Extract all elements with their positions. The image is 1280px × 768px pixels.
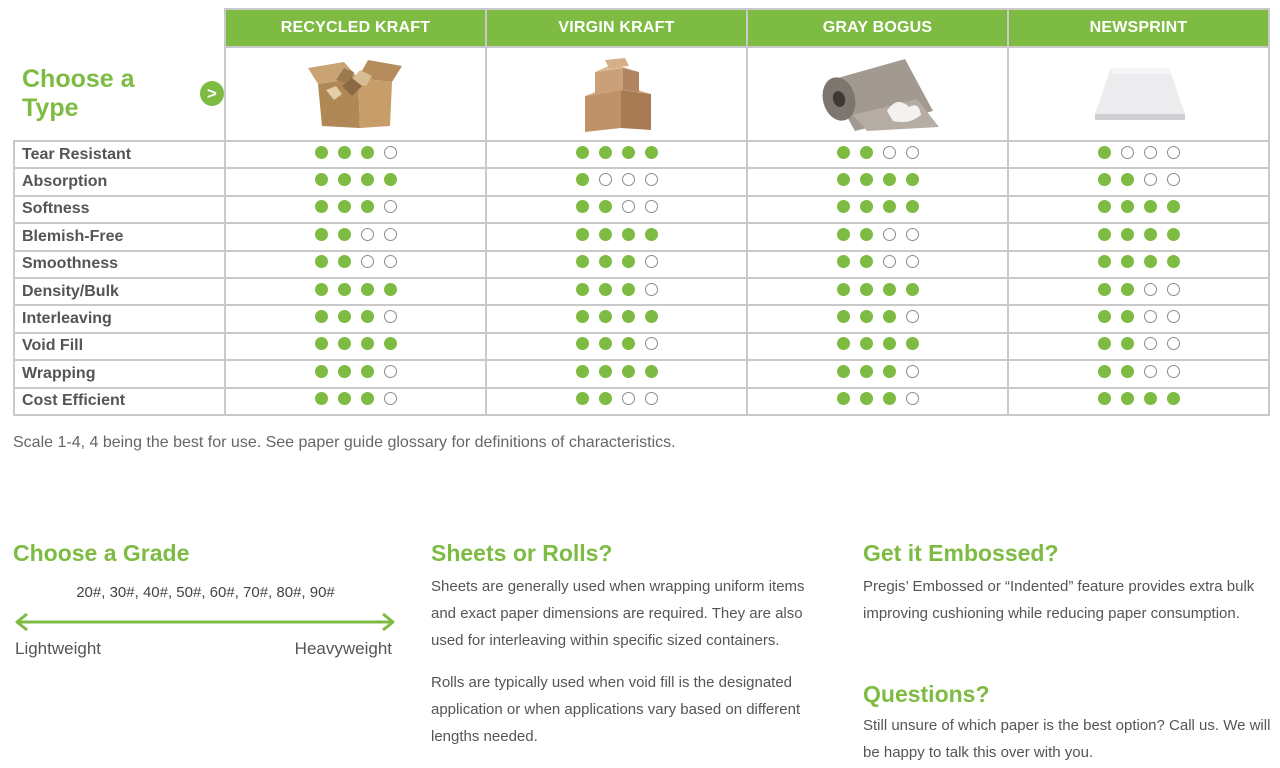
filled-dot-icon (1098, 365, 1111, 378)
rating-cell (1008, 360, 1269, 387)
rating-cell (486, 333, 747, 360)
empty-dot-icon (1144, 173, 1157, 186)
rating-cell (747, 223, 1008, 250)
filled-dot-icon (599, 337, 612, 350)
arrow-right-icon[interactable]: > (200, 81, 224, 106)
characteristic-label: Cost Efficient (14, 388, 225, 415)
filled-dot-icon (1144, 392, 1157, 405)
filled-dot-icon (860, 337, 873, 350)
filled-dot-icon (906, 283, 919, 296)
rating-dots (1098, 173, 1180, 186)
filled-dot-icon (1098, 310, 1111, 323)
heavyweight-label: Heavyweight (294, 639, 392, 658)
empty-dot-icon (883, 255, 896, 268)
rating-row (14, 141, 1269, 168)
characteristic-label: Density/Bulk (14, 278, 225, 305)
filled-dot-icon (1121, 255, 1134, 268)
filled-dot-icon (906, 200, 919, 213)
filled-dot-icon (622, 146, 635, 159)
filled-dot-icon (338, 255, 351, 268)
empty-dot-icon (1121, 146, 1134, 159)
rating-dots (576, 310, 658, 323)
filled-dot-icon (860, 255, 873, 268)
empty-dot-icon (645, 200, 658, 213)
filled-dot-icon (1121, 365, 1134, 378)
rating-cell (1008, 305, 1269, 332)
filled-dot-icon (338, 228, 351, 241)
filled-dot-icon (361, 200, 374, 213)
rating-cell (747, 388, 1008, 415)
rating-dots (1098, 200, 1180, 213)
rating-dots (1098, 283, 1180, 296)
filled-dot-icon (599, 255, 612, 268)
filled-dot-icon (361, 392, 374, 405)
filled-dot-icon (1098, 173, 1111, 186)
rating-dots (1098, 228, 1180, 241)
empty-dot-icon (622, 200, 635, 213)
filled-dot-icon (1098, 392, 1111, 405)
filled-dot-icon (315, 255, 328, 268)
rating-dots (1098, 365, 1180, 378)
questions-heading: Questions? (863, 681, 990, 707)
choose-type-label: Choose a Type (22, 64, 135, 122)
rating-cell (486, 360, 747, 387)
filled-dot-icon (622, 283, 635, 296)
rating-dots (315, 173, 397, 186)
rating-cell (486, 141, 747, 168)
filled-dot-icon (860, 283, 873, 296)
rating-dots (576, 337, 658, 350)
gray-bogus-image-cell[interactable] (747, 47, 1008, 141)
rating-cell (747, 360, 1008, 387)
rating-cell (225, 196, 486, 223)
filled-dot-icon (315, 200, 328, 213)
filled-dot-icon (1098, 283, 1111, 296)
rating-cell (486, 278, 747, 305)
rating-cell (747, 168, 1008, 195)
choose-type-cell (14, 47, 225, 141)
rating-row (14, 278, 1269, 305)
filled-dot-icon (1121, 337, 1134, 350)
filled-dot-icon (361, 283, 374, 296)
filled-dot-icon (883, 337, 896, 350)
empty-dot-icon (1144, 365, 1157, 378)
empty-dot-icon (384, 255, 397, 268)
filled-dot-icon (860, 392, 873, 405)
filled-dot-icon (1121, 200, 1134, 213)
recycled-kraft-image-cell[interactable] (225, 47, 486, 141)
rating-row (14, 196, 1269, 223)
column-header-gray-bogus[interactable]: GRAY BOGUS (747, 9, 1008, 47)
empty-dot-icon (645, 283, 658, 296)
filled-dot-icon (315, 392, 328, 405)
filled-dot-icon (599, 365, 612, 378)
rating-dots (837, 228, 919, 241)
filled-dot-icon (837, 146, 850, 159)
rating-dots (837, 255, 919, 268)
sheets-paragraph: Sheets are generally used when wrapping uniform items and exact paper dimensions are required. They are also used for interleaving within specific sized containers. (431, 578, 805, 649)
empty-dot-icon (384, 310, 397, 323)
filled-dot-icon (576, 173, 589, 186)
rating-dots (315, 283, 397, 296)
paper-comparison-table (13, 8, 1270, 416)
filled-dot-icon (361, 173, 374, 186)
filled-dot-icon (338, 200, 351, 213)
empty-dot-icon (1144, 283, 1157, 296)
characteristic-label: Smoothness (14, 251, 225, 278)
filled-dot-icon (338, 173, 351, 186)
filled-dot-icon (622, 228, 635, 241)
filled-dot-icon (1098, 228, 1111, 241)
filled-dot-icon (860, 365, 873, 378)
filled-dot-icon (338, 392, 351, 405)
filled-dot-icon (837, 228, 850, 241)
rolls-paragraph: Rolls are typically used when void fill is the designated application or when applications vary based on different lengths needed. (431, 674, 801, 745)
empty-dot-icon (645, 255, 658, 268)
rating-row (14, 305, 1269, 332)
rating-cell (1008, 278, 1269, 305)
rating-dots (576, 173, 658, 186)
filled-dot-icon (622, 310, 635, 323)
filled-dot-icon (1098, 255, 1111, 268)
empty-dot-icon (645, 173, 658, 186)
rating-dots (315, 200, 397, 213)
rating-cell (486, 168, 747, 195)
filled-dot-icon (384, 283, 397, 296)
filled-dot-icon (361, 310, 374, 323)
embossed-heading: Get it Embossed? (863, 540, 1059, 566)
empty-dot-icon (1167, 337, 1180, 350)
filled-dot-icon (883, 392, 896, 405)
filled-dot-icon (645, 310, 658, 323)
rating-row (14, 360, 1269, 387)
rating-cell (225, 168, 486, 195)
rating-dots (837, 392, 919, 405)
newsprint-image-cell[interactable] (1008, 47, 1269, 141)
choose-type-heading (22, 65, 224, 123)
scale-footnote: Scale 1-4, 4 being the best for use. See paper guide glossary for definitions of characteristics. (13, 434, 676, 451)
rating-dots (315, 146, 397, 159)
filled-dot-icon (576, 310, 589, 323)
filled-dot-icon (860, 146, 873, 159)
header-blank-cell (14, 9, 225, 47)
rating-cell (1008, 168, 1269, 195)
rating-cell (225, 305, 486, 332)
filled-dot-icon (837, 173, 850, 186)
filled-dot-icon (361, 365, 374, 378)
rating-cell (1008, 223, 1269, 250)
empty-dot-icon (384, 228, 397, 241)
rating-dots (576, 146, 658, 159)
empty-dot-icon (1167, 365, 1180, 378)
virgin-kraft-image-cell[interactable] (486, 47, 747, 141)
filled-dot-icon (576, 255, 589, 268)
empty-dot-icon (1144, 146, 1157, 159)
rating-row (14, 388, 1269, 415)
characteristic-label: Wrapping (14, 360, 225, 387)
filled-dot-icon (338, 337, 351, 350)
rating-dots (837, 365, 919, 378)
filled-dot-icon (599, 146, 612, 159)
rating-dots (837, 310, 919, 323)
empty-dot-icon (622, 392, 635, 405)
embossed-paragraph: Pregis’ Embossed or “Indented” feature provides extra bulk improving cushioning while reducing paper consumption. (863, 578, 1255, 622)
characteristic-label: Void Fill (14, 333, 225, 360)
empty-dot-icon (906, 146, 919, 159)
type-header-row (14, 9, 1269, 47)
characteristic-label: Softness (14, 196, 225, 223)
rating-dots (1098, 255, 1180, 268)
filled-dot-icon (837, 283, 850, 296)
empty-dot-icon (1144, 337, 1157, 350)
rating-dots (576, 228, 658, 241)
empty-dot-icon (645, 392, 658, 405)
rating-cell (1008, 333, 1269, 360)
filled-dot-icon (315, 337, 328, 350)
empty-dot-icon (1167, 146, 1180, 159)
empty-dot-icon (906, 310, 919, 323)
rating-dots (1098, 310, 1180, 323)
filled-dot-icon (338, 365, 351, 378)
rating-cell (225, 223, 486, 250)
rating-dots (1098, 337, 1180, 350)
filled-dot-icon (384, 337, 397, 350)
sheet-stack-image (1089, 64, 1189, 124)
filled-dot-icon (576, 283, 589, 296)
empty-dot-icon (645, 337, 658, 350)
filled-dot-icon (837, 310, 850, 323)
characteristic-label: Interleaving (14, 305, 225, 332)
filled-dot-icon (837, 255, 850, 268)
filled-dot-icon (315, 283, 328, 296)
filled-dot-icon (315, 365, 328, 378)
rating-cell (225, 251, 486, 278)
double-arrow-icon (13, 612, 397, 632)
rating-cell (1008, 196, 1269, 223)
rating-cell (486, 196, 747, 223)
empty-dot-icon (883, 146, 896, 159)
filled-dot-icon (338, 283, 351, 296)
filled-dot-icon (1167, 255, 1180, 268)
filled-dot-icon (860, 173, 873, 186)
rating-cell (486, 223, 747, 250)
rating-cell (1008, 388, 1269, 415)
filled-dot-icon (1098, 200, 1111, 213)
filled-dot-icon (315, 228, 328, 241)
filled-dot-icon (645, 365, 658, 378)
filled-dot-icon (837, 392, 850, 405)
empty-dot-icon (906, 255, 919, 268)
filled-dot-icon (883, 365, 896, 378)
rating-dots (315, 228, 397, 241)
rating-dots (837, 200, 919, 213)
rating-dots (576, 200, 658, 213)
column-header-newsprint[interactable]: NEWSPRINT (1008, 9, 1269, 47)
paper-roll-image (813, 55, 943, 133)
rating-cell (486, 388, 747, 415)
rating-dots (576, 365, 658, 378)
filled-dot-icon (883, 173, 896, 186)
filled-dot-icon (883, 283, 896, 296)
characteristic-label: Absorption (14, 168, 225, 195)
rating-dots (837, 146, 919, 159)
questions-paragraph: Still unsure of which paper is the best option? Call us. We will be happy to talk this over with you. (863, 717, 1271, 761)
rating-dots (837, 173, 919, 186)
filled-dot-icon (1167, 392, 1180, 405)
empty-dot-icon (906, 365, 919, 378)
empty-dot-icon (384, 146, 397, 159)
rating-dots (315, 392, 397, 405)
rating-row (14, 333, 1269, 360)
filled-dot-icon (599, 283, 612, 296)
characteristic-label: Tear Resistant (14, 141, 225, 168)
rating-dots (1098, 392, 1180, 405)
rating-row (14, 251, 1269, 278)
filled-dot-icon (1098, 146, 1111, 159)
filled-dot-icon (338, 146, 351, 159)
filled-dot-icon (837, 365, 850, 378)
filled-dot-icon (361, 337, 374, 350)
rating-cell (486, 305, 747, 332)
filled-dot-icon (576, 200, 589, 213)
rating-row (14, 168, 1269, 195)
embossed-section (863, 540, 1263, 627)
filled-dot-icon (906, 173, 919, 186)
filled-dot-icon (315, 146, 328, 159)
empty-dot-icon (1167, 283, 1180, 296)
empty-dot-icon (1144, 310, 1157, 323)
filled-dot-icon (576, 228, 589, 241)
filled-dot-icon (1144, 200, 1157, 213)
filled-dot-icon (599, 228, 612, 241)
wrapped-packages-image (577, 54, 657, 134)
filled-dot-icon (576, 337, 589, 350)
rating-dots (576, 255, 658, 268)
filled-dot-icon (1144, 228, 1157, 241)
empty-dot-icon (384, 200, 397, 213)
filled-dot-icon (622, 255, 635, 268)
filled-dot-icon (315, 310, 328, 323)
rating-dots (576, 392, 658, 405)
rating-dots (576, 283, 658, 296)
rating-cell (486, 251, 747, 278)
rating-dots (837, 337, 919, 350)
column-header-virgin-kraft[interactable]: VIRGIN KRAFT (486, 9, 747, 47)
filled-dot-icon (576, 365, 589, 378)
filled-dot-icon (599, 392, 612, 405)
rating-cell (747, 278, 1008, 305)
filled-dot-icon (645, 228, 658, 241)
filled-dot-icon (338, 310, 351, 323)
filled-dot-icon (860, 200, 873, 213)
empty-dot-icon (622, 173, 635, 186)
filled-dot-icon (860, 228, 873, 241)
rating-cell (747, 196, 1008, 223)
empty-dot-icon (384, 365, 397, 378)
filled-dot-icon (860, 310, 873, 323)
rating-cell (747, 305, 1008, 332)
filled-dot-icon (883, 200, 896, 213)
rating-cell (225, 360, 486, 387)
filled-dot-icon (883, 310, 896, 323)
empty-dot-icon (361, 228, 374, 241)
rating-cell (225, 388, 486, 415)
lightweight-label: Lightweight (15, 639, 102, 658)
filled-dot-icon (361, 146, 374, 159)
filled-dot-icon (906, 337, 919, 350)
sheets-or-rolls-heading: Sheets or Rolls? (431, 540, 613, 566)
rating-cell (225, 278, 486, 305)
filled-dot-icon (622, 337, 635, 350)
empty-dot-icon (906, 228, 919, 241)
rating-dots (837, 283, 919, 296)
rating-row (14, 223, 1269, 250)
filled-dot-icon (1098, 337, 1111, 350)
empty-dot-icon (1167, 173, 1180, 186)
characteristic-label: Blemish-Free (14, 223, 225, 250)
rating-cell (747, 141, 1008, 168)
filled-dot-icon (599, 200, 612, 213)
filled-dot-icon (576, 146, 589, 159)
filled-dot-icon (1167, 228, 1180, 241)
grade-values: 20#, 30#, 40#, 50#, 60#, 70#, 80#, 90# (76, 584, 335, 601)
empty-dot-icon (361, 255, 374, 268)
rating-dots (1098, 146, 1180, 159)
cardboard-box-image (306, 56, 406, 132)
filled-dot-icon (837, 337, 850, 350)
filled-dot-icon (576, 392, 589, 405)
filled-dot-icon (1167, 200, 1180, 213)
filled-dot-icon (1121, 392, 1134, 405)
filled-dot-icon (1144, 255, 1157, 268)
filled-dot-icon (645, 146, 658, 159)
empty-dot-icon (1167, 310, 1180, 323)
empty-dot-icon (906, 392, 919, 405)
rating-dots (315, 365, 397, 378)
product-image-row (14, 47, 1269, 141)
filled-dot-icon (622, 365, 635, 378)
sheets-or-rolls-section (431, 540, 831, 750)
empty-dot-icon (384, 392, 397, 405)
filled-dot-icon (1121, 283, 1134, 296)
rating-cell (747, 251, 1008, 278)
empty-dot-icon (883, 228, 896, 241)
rating-dots (315, 337, 397, 350)
filled-dot-icon (1121, 228, 1134, 241)
filled-dot-icon (599, 310, 612, 323)
choose-grade-heading: Choose a Grade (13, 540, 190, 566)
rating-cell (1008, 251, 1269, 278)
column-header-recycled-kraft[interactable]: RECYCLED KRAFT (225, 9, 486, 47)
rating-cell (225, 141, 486, 168)
filled-dot-icon (1121, 310, 1134, 323)
rating-dots (315, 310, 397, 323)
filled-dot-icon (384, 173, 397, 186)
rating-dots (315, 255, 397, 268)
empty-dot-icon (599, 173, 612, 186)
questions-section (863, 681, 1273, 766)
filled-dot-icon (315, 173, 328, 186)
rating-cell (747, 333, 1008, 360)
choose-grade-section (13, 540, 398, 658)
rating-cell (1008, 141, 1269, 168)
filled-dot-icon (837, 200, 850, 213)
filled-dot-icon (1121, 173, 1134, 186)
rating-cell (225, 333, 486, 360)
